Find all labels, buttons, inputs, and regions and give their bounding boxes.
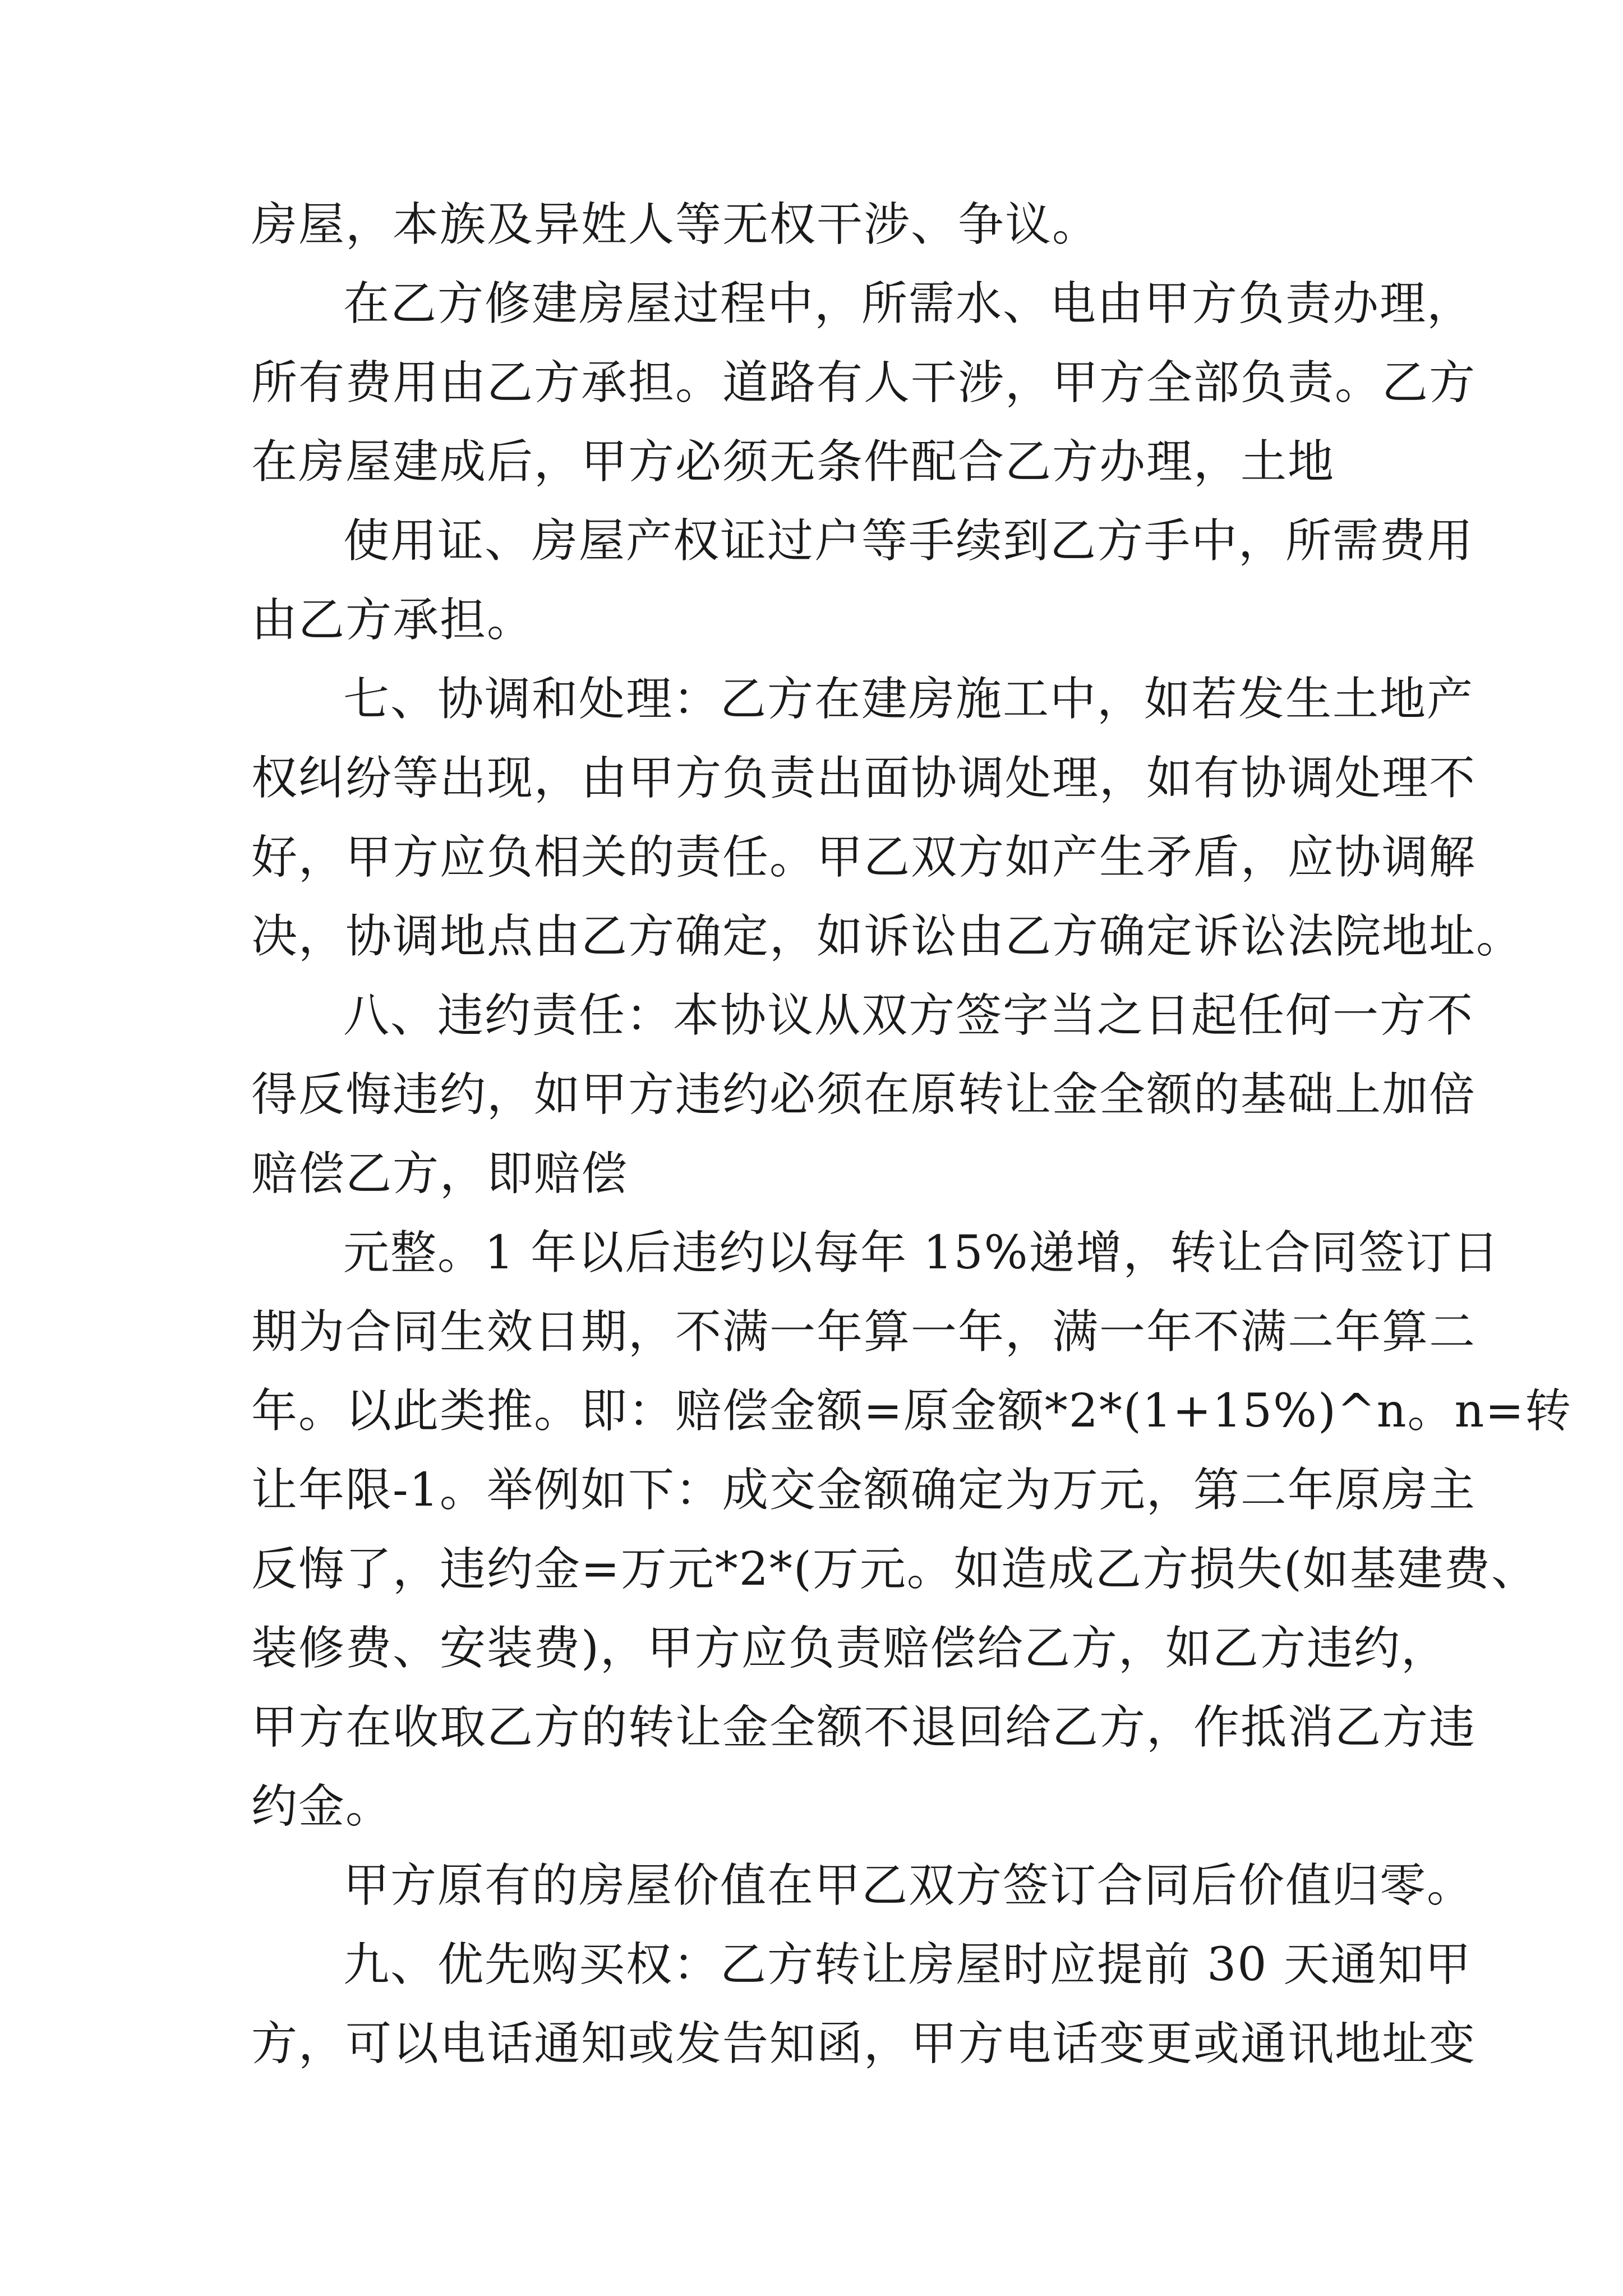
text-line-2: 在乙方修建房屋过程中，所需水、电由甲方负责办理， — [343, 277, 1474, 330]
text-line-13: 赔偿乙方，即赔偿 — [251, 1147, 629, 1200]
text-line-9: 好，甲方应负相关的责任。甲乙双方如产生矛盾，应协调解 — [251, 831, 1477, 884]
text-line-8: 权纠纷等出现，由甲方负责出面协调处理，如有协调处理不 — [251, 752, 1477, 805]
text-line-11: 八、违约责任：本协议从双方签字当之日起任何一方不 — [343, 989, 1474, 1042]
text-line-23: 九、优先购买权：乙方转让房屋时应提前 30 天通知甲 — [343, 1938, 1472, 1991]
text-line-6: 由乙方承担。 — [251, 593, 534, 647]
text-line-5: 使用证、房屋产权证过户等手续到乙方手中，所需费用 — [343, 514, 1474, 568]
document-body — [251, 185, 1573, 2083]
text-line-19: 装修费、安装费)，甲方应负责赔偿给乙方，如乙方违约， — [251, 1622, 1448, 1675]
text-line-10: 决，协调地点由乙方确定，如诉讼由乙方确定诉讼法院地址。 — [251, 910, 1524, 963]
text-line-15: 期为合同生效日期，不满一年算一年，满一年不满二年算二 — [251, 1305, 1477, 1359]
text-line-16: 年。以此类推。即：赔偿金额=原金额*2*(1+15%)^n。n=转 — [251, 1384, 1573, 1438]
text-line-12: 得反悔违约，如甲方违约必须在原转让金全额的基础上加倍 — [251, 1068, 1477, 1121]
text-line-21: 约金。 — [251, 1780, 393, 1833]
text-line-1: 房屋，本族及异姓人等无权干涉、争议。 — [251, 198, 1100, 251]
text-line-22: 甲方原有的房屋价值在甲乙双方签订合同后价值归零。 — [343, 1859, 1474, 1912]
text-line-17: 让年限-1。举例如下：成交金额确定为万元，第二年原房主 — [251, 1464, 1476, 1517]
text-line-14: 元整。1 年以后违约以每年 15%递增，转让合同签订日 — [343, 1226, 1500, 1280]
text-line-20: 甲方在收取乙方的转让金全额不退回给乙方，作抵消乙方违 — [251, 1701, 1477, 1754]
text-line-24: 方，可以电话通知或发告知函，甲方电话变更或通讯地址变 — [251, 2017, 1477, 2070]
text-line-18: 反悔了，违约金=万元*2*(万元。如造成乙方损失(如基建费、 — [251, 1543, 1538, 1596]
text-line-3: 所有费用由乙方承担。道路有人干涉，甲方全部负责。乙方 — [251, 356, 1477, 409]
text-line-4: 在房屋建成后，甲方必须无条件配合乙方办理，土地 — [251, 435, 1335, 489]
text-line-7: 七、协调和处理：乙方在建房施工中，如若发生土地产 — [343, 673, 1474, 726]
